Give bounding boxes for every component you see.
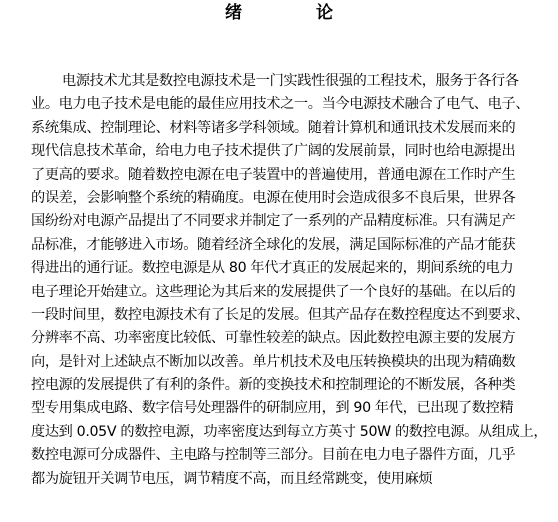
paragraph-line: 得进出的通行证。数控电源是从 80 年代才真正的发展起来的，期间系统的电力 xyxy=(31,260,514,277)
paragraph-line: 系统集成、控制理论、材料等诸多学科领域。随着计算机和通讯技术发展而来的 xyxy=(31,119,516,136)
paragraph-line: 都为旋钮开关调节电压，调节精度不高，而且经常跳变，使用麻烦 xyxy=(31,470,433,487)
paragraph-line: 业。电力电子技术是电能的最佳应用技术之一。当今电源技术融合了电气、电子、 xyxy=(31,96,530,113)
paragraph-line: 一段时间里，数控电源技术有了长足的发展。但其产品存在数控程度达不到要求、 xyxy=(31,306,530,323)
chapter-heading: 绪 论 xyxy=(225,3,367,23)
paragraph-line: 国纷纷对电源产品提出了不同要求并制定了一系列的产品精度标准。只有满足产 xyxy=(31,213,516,230)
paragraph-line: 品标准，才能够进入市场。随着经济全球化的发展，满足国际标准的产品才能获 xyxy=(31,236,516,253)
paragraph-line: 度达到 0.05V 的数控电源，功率密度达到每立方英寸 50W 的数控电源。从组成上， xyxy=(31,423,548,440)
introduction-paragraph xyxy=(31,70,551,491)
paragraph-line: 电源技术尤其是数控电源技术是一门实践性很强的工程技术，服务于各行各 xyxy=(62,73,519,89)
paragraph-line: 分辨率不高、功率密度比较低、可靠性较差的缺点。因此数控电源主要的发展方 xyxy=(31,330,516,347)
paragraph-line: 型专用集成电路、数字信号处理器件的研制应用，到 90 年代，已出现了数控精 xyxy=(31,400,514,417)
paragraph-line: 的误差，会影响整个系统的精确度。电源在使用时会造成很多不良后果，世界各 xyxy=(31,189,516,206)
paragraph-line: 数控电源可分成器件、主电路与控制等三部分。目前在电力电子器件方面，几乎 xyxy=(31,447,516,464)
paragraph-line: 电子理论开始建立。这些理论为其后来的发展提供了一个良好的基础。在以后的 xyxy=(31,283,516,300)
paragraph-line: 控电源的发展提供了有利的条件。新的变换技术和控制理论的不断发展，各种类 xyxy=(31,377,516,394)
paragraph-line: 向，是针对上述缺点不断加以改善。单片机技术及电压转换模块的出现为精确数 xyxy=(31,353,516,370)
paragraph-line: 了更高的要求。随着数控电源在电子装置中的普遍使用，普通电源在工作时产生 xyxy=(31,166,516,183)
paragraph-line: 现代信息技术革命，给电力电子技术提供了广阔的发展前景，同时也给电源提出 xyxy=(31,143,516,160)
